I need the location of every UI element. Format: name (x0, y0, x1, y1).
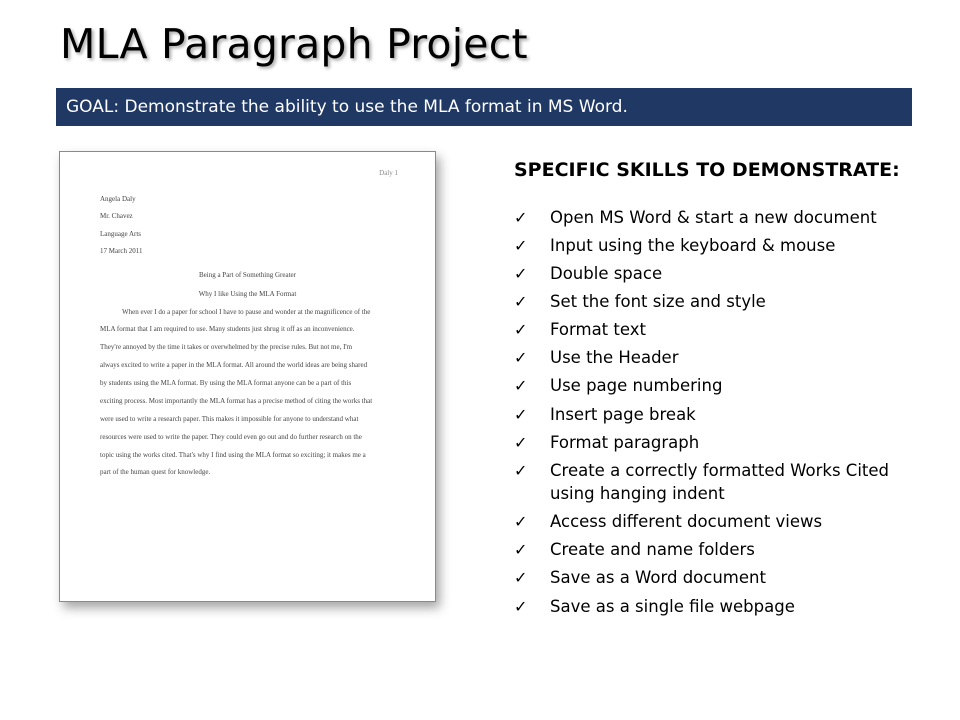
doc-heading-line: Angela Daly (100, 195, 136, 203)
doc-title-line: Why I like Using the MLA Format (198, 290, 297, 298)
checkmark-icon: ✓ (514, 292, 528, 311)
checkmark-icon: ✓ (514, 540, 528, 559)
doc-body-line: by students using the MLA format. By using the MLA format anyone can be a part of this (100, 379, 352, 387)
doc-body-line: exciting process. Most importantly the MLA format has a precise method of citing the works that (100, 397, 373, 405)
checkmark-icon: ✓ (514, 433, 528, 452)
doc-title-line: Being a Part of Something Greater (198, 271, 296, 279)
checkmark-icon: ✓ (514, 597, 528, 616)
doc-body-line: MLA format that I am required to use. Many students just shrug it off as an inconvenience. (100, 325, 355, 333)
mla-document-preview (59, 151, 436, 602)
checkmark-icon: ✓ (514, 320, 528, 339)
checkmark-icon: ✓ (514, 348, 528, 367)
checkmark-icon: ✓ (514, 568, 528, 587)
checkmark-icon: ✓ (514, 405, 528, 424)
doc-body-line: topic using the works cited. That's why I find using the MLA format so exciting; it makes me a (100, 451, 366, 459)
doc-body-line: part of the human quest for knowledge. (100, 468, 211, 476)
doc-heading-line: 17 March 2011 (100, 247, 143, 255)
doc-body-line: always excited to write a paper in the MLA format. All around the world ideas are being shared (100, 361, 368, 369)
checkmark-icon: ✓ (514, 461, 528, 480)
doc-heading-line: Mr. Chavez (100, 212, 133, 220)
checkmark-icon: ✓ (514, 376, 528, 395)
doc-page-header: Daly 1 (379, 169, 398, 177)
goal-banner: GOAL: Demonstrate the ability to use the MLA format in MS Word. (56, 88, 912, 126)
skills-heading: SPECIFIC SKILLS TO DEMONSTRATE: (514, 159, 900, 181)
checkmark-icon: ✓ (514, 264, 528, 283)
checkmark-icon: ✓ (514, 236, 528, 255)
doc-body-line: They're annoyed by the time it takes or overwhelmed by the precise rules. But not me, I'm (100, 343, 353, 351)
doc-body-line: When ever I do a paper for school I have to pause and wonder at the magnificence of the (122, 308, 371, 316)
checkmark-icon: ✓ (514, 208, 528, 227)
doc-heading-line: Language Arts (100, 230, 142, 238)
doc-body-line: were used to write a research paper. This makes it impossible for anyone to understand what (100, 415, 359, 423)
doc-body-line: resources were used to write the paper. They could even go out and do further research on the (100, 433, 362, 441)
slide-title: MLA Paragraph Project (60, 20, 528, 68)
checkmark-icon: ✓ (514, 512, 528, 531)
